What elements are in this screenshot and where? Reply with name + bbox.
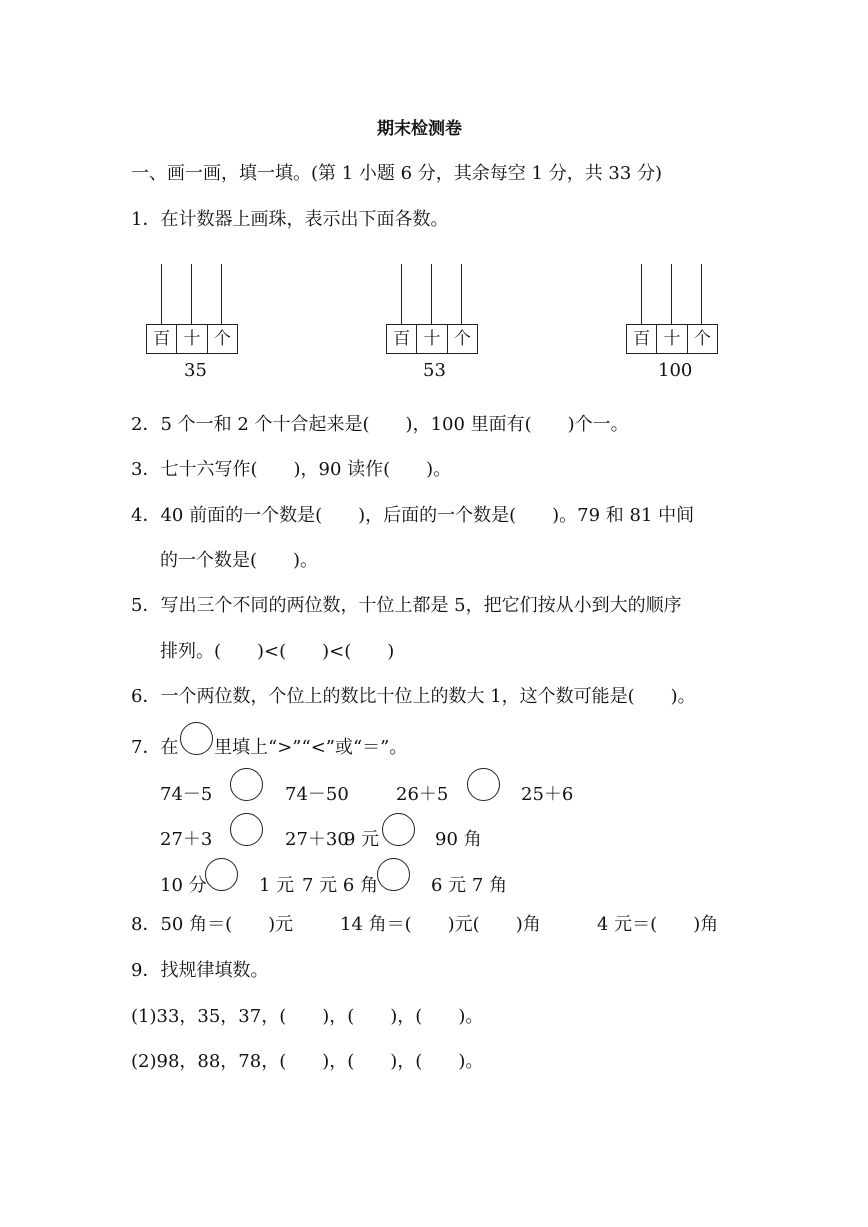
compare-circle[interactable] — [467, 768, 500, 801]
abacus-100[interactable] — [626, 264, 718, 354]
compare-left: 7 元 6 角 — [302, 875, 379, 896]
abacus-rod-ones — [221, 264, 222, 324]
compare-circle[interactable] — [230, 768, 263, 801]
abacus-rod-tens — [191, 264, 192, 324]
abacus-number: 53 — [423, 360, 446, 381]
compare-right: 1 元 — [259, 875, 295, 896]
abacus-rod-hundreds — [641, 264, 642, 324]
place-label: 百 — [147, 325, 177, 353]
question-8-part-a: 8．50 角＝( )元 — [131, 914, 294, 935]
compare-left: 74－5 — [160, 784, 213, 805]
compare-right: 74－50 — [285, 784, 349, 805]
place-label: 个 — [693, 329, 711, 349]
compare-right: 90 角 — [435, 829, 482, 850]
abacus-53[interactable] — [386, 264, 478, 354]
compare-circle[interactable] — [377, 858, 410, 891]
compare-left: 10 分 — [160, 875, 207, 896]
compare-left: 27＋3 — [160, 829, 213, 850]
compare-right: 25＋6 — [521, 784, 574, 805]
question-9: 9．找规律填数。 — [131, 960, 269, 981]
question-7-prefix: 7．在 — [131, 737, 179, 758]
place-label: 十 — [657, 325, 687, 353]
question-9-part-1: (1)33，35，37，( )，( )，( )。 — [131, 1006, 484, 1027]
place-label: 百 — [387, 325, 417, 353]
compare-left: 9 元 — [344, 829, 380, 850]
abacus-place-labels — [146, 324, 238, 354]
section-heading: 一、画一画，填一填。(第 1 小题 6 分，其余每空 1 分，共 33 分) — [131, 163, 663, 184]
abacus-place-labels — [626, 324, 718, 354]
place-label: 百 — [627, 325, 657, 353]
question-6: 6．一个两位数，个位上的数比十位上的数大 1，这个数可能是( )。 — [131, 686, 696, 707]
place-label: 十 — [177, 325, 207, 353]
compare-circle-example — [180, 722, 213, 755]
question-3: 3．七十六写作( )，90 读作( )。 — [131, 459, 452, 480]
compare-right: 27＋30 — [285, 829, 349, 850]
abacus-rod-ones — [461, 264, 462, 324]
abacus-35[interactable] — [146, 264, 238, 354]
abacus-number: 35 — [184, 360, 207, 381]
question-7-instruction: 里填上“>”“<”或“＝”。 — [214, 737, 408, 758]
abacus-rod-hundreds — [161, 264, 162, 324]
abacus-rod-hundreds — [401, 264, 402, 324]
abacus-rod-ones — [701, 264, 702, 324]
place-label: 十 — [417, 325, 447, 353]
abacus-rod-tens — [431, 264, 432, 324]
abacus-rod-tens — [671, 264, 672, 324]
question-4-line-2: 的一个数是( )。 — [160, 550, 319, 571]
question-1: 1．在计数器上画珠，表示出下面各数。 — [131, 209, 449, 230]
question-8-part-c: 4 元＝( )角 — [597, 914, 719, 935]
page-title: 期末检测卷 — [377, 119, 462, 139]
compare-left: 26＋5 — [396, 784, 449, 805]
question-5-line-2: 排列。( )<( )<( ) — [160, 641, 395, 662]
question-5-line-1: 5．写出三个不同的两位数，十位上都是 5，把它们按从小到大的顺序 — [131, 595, 682, 616]
compare-right: 6 元 7 角 — [431, 875, 508, 896]
place-label: 个 — [213, 329, 231, 349]
question-8-part-b: 14 角＝( )元( )角 — [340, 914, 541, 935]
question-2: 2．5 个一和 2 个十合起来是( )，100 里面有( )个一。 — [131, 414, 629, 435]
abacus-place-labels — [386, 324, 478, 354]
compare-circle[interactable] — [230, 813, 263, 846]
question-4-line-1: 4．40 前面的一个数是( )，后面的一个数是( )。79 和 81 中间 — [131, 505, 695, 526]
place-label: 个 — [453, 329, 471, 349]
compare-circle[interactable] — [382, 813, 415, 846]
abacus-number: 100 — [658, 360, 693, 381]
compare-circle[interactable] — [205, 858, 238, 891]
question-9-part-2: (2)98，88，78，( )，( )，( )。 — [131, 1051, 484, 1072]
